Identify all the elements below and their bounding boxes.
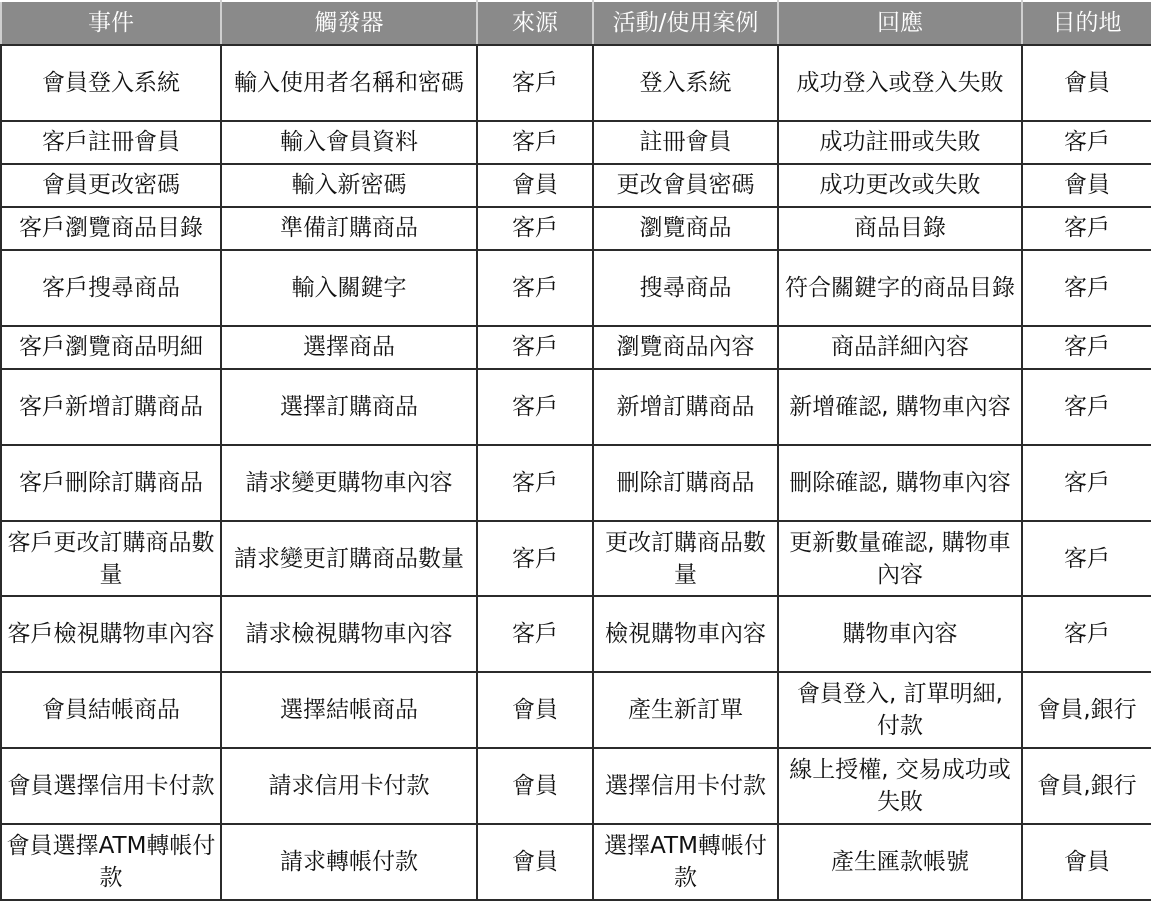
cell-source: 會員 — [477, 164, 593, 207]
table-row — [1, 824, 1151, 900]
cell-activity: 刪除訂購商品 — [593, 445, 778, 521]
cell-source: 客戶 — [477, 45, 593, 121]
header-trigger: 觸發器 — [221, 1, 477, 45]
cell-destination: 會員 — [1022, 45, 1151, 121]
cell-response: 成功註冊或失敗 — [778, 121, 1022, 164]
cell-activity: 搜尋商品 — [593, 250, 778, 326]
cell-event: 客戶註冊會員 — [1, 121, 221, 164]
cell-trigger: 請求變更購物車內容 — [221, 445, 477, 521]
cell-source: 會員 — [477, 824, 593, 900]
cell-destination: 客戶 — [1022, 369, 1151, 445]
cell-destination: 會員,銀行 — [1022, 672, 1151, 748]
cell-destination: 客戶 — [1022, 250, 1151, 326]
header-response: 回應 — [778, 1, 1022, 45]
header-source: 來源 — [477, 1, 593, 45]
cell-response: 成功更改或失敗 — [778, 164, 1022, 207]
cell-response: 新增確認, 購物車內容 — [778, 369, 1022, 445]
cell-source: 客戶 — [477, 250, 593, 326]
table-row — [1, 326, 1151, 369]
cell-activity: 新增訂購商品 — [593, 369, 778, 445]
cell-response: 會員登入, 訂單明細, 付款 — [778, 672, 1022, 748]
cell-source: 客戶 — [477, 369, 593, 445]
table-row — [1, 207, 1151, 250]
cell-trigger: 選擇商品 — [221, 326, 477, 369]
header-event: 事件 — [1, 1, 221, 45]
cell-event: 客戶更改訂購商品數量 — [1, 521, 221, 597]
cell-activity: 瀏覽商品內容 — [593, 326, 778, 369]
cell-event: 客戶刪除訂購商品 — [1, 445, 221, 521]
cell-response: 刪除確認, 購物車內容 — [778, 445, 1022, 521]
table-row — [1, 748, 1151, 824]
table-row — [1, 164, 1151, 207]
cell-event: 客戶瀏覽商品明細 — [1, 326, 221, 369]
cell-activity: 瀏覽商品 — [593, 207, 778, 250]
table-row — [1, 596, 1151, 672]
header-activity: 活動/使用案例 — [593, 1, 778, 45]
cell-trigger: 選擇結帳商品 — [221, 672, 477, 748]
cell-event: 會員選擇ATM轉帳付款 — [1, 824, 221, 900]
table-row — [1, 45, 1151, 121]
cell-trigger: 準備訂購商品 — [221, 207, 477, 250]
cell-response: 商品目錄 — [778, 207, 1022, 250]
cell-event: 會員登入系統 — [1, 45, 221, 121]
table-row — [1, 369, 1151, 445]
cell-trigger: 輸入關鍵字 — [221, 250, 477, 326]
cell-response: 商品詳細內容 — [778, 326, 1022, 369]
cell-response: 成功登入或登入失敗 — [778, 45, 1022, 121]
cell-trigger: 請求變更訂購商品數量 — [221, 521, 477, 597]
cell-trigger: 選擇訂購商品 — [221, 369, 477, 445]
cell-event: 會員更改密碼 — [1, 164, 221, 207]
table-row — [1, 672, 1151, 748]
cell-activity: 更改訂購商品數量 — [593, 521, 778, 597]
cell-trigger: 請求信用卡付款 — [221, 748, 477, 824]
table-row — [1, 445, 1151, 521]
cell-response: 購物車內容 — [778, 596, 1022, 672]
cell-destination: 客戶 — [1022, 326, 1151, 369]
cell-response: 符合關鍵字的商品目錄 — [778, 250, 1022, 326]
cell-response: 線上授權, 交易成功或失敗 — [778, 748, 1022, 824]
cell-destination: 客戶 — [1022, 596, 1151, 672]
table-row — [1, 250, 1151, 326]
cell-source: 客戶 — [477, 596, 593, 672]
cell-event: 會員結帳商品 — [1, 672, 221, 748]
cell-source: 客戶 — [477, 121, 593, 164]
cell-destination: 客戶 — [1022, 207, 1151, 250]
cell-trigger: 請求轉帳付款 — [221, 824, 477, 900]
cell-destination: 客戶 — [1022, 445, 1151, 521]
header-row — [1, 1, 1151, 45]
cell-trigger: 輸入使用者名稱和密碼 — [221, 45, 477, 121]
cell-destination: 會員 — [1022, 164, 1151, 207]
cell-destination: 會員,銀行 — [1022, 748, 1151, 824]
cell-destination: 會員 — [1022, 824, 1151, 900]
cell-activity: 檢視購物車內容 — [593, 596, 778, 672]
header-destination: 目的地 — [1022, 1, 1151, 45]
cell-event: 客戶檢視購物車內容 — [1, 596, 221, 672]
cell-event: 客戶瀏覽商品目錄 — [1, 207, 221, 250]
cell-source: 客戶 — [477, 207, 593, 250]
table-row — [1, 121, 1151, 164]
cell-trigger: 請求檢視購物車內容 — [221, 596, 477, 672]
cell-event: 客戶新增訂購商品 — [1, 369, 221, 445]
cell-source: 客戶 — [477, 445, 593, 521]
cell-response: 產生匯款帳號 — [778, 824, 1022, 900]
cell-activity: 選擇ATM轉帳付款 — [593, 824, 778, 900]
table-row — [1, 521, 1151, 597]
cell-source: 會員 — [477, 748, 593, 824]
cell-activity: 登入系統 — [593, 45, 778, 121]
cell-activity: 更改會員密碼 — [593, 164, 778, 207]
cell-activity: 選擇信用卡付款 — [593, 748, 778, 824]
cell-destination: 客戶 — [1022, 521, 1151, 597]
cell-event: 客戶搜尋商品 — [1, 250, 221, 326]
cell-destination: 客戶 — [1022, 121, 1151, 164]
cell-activity: 產生新訂單 — [593, 672, 778, 748]
cell-source: 客戶 — [477, 521, 593, 597]
cell-source: 會員 — [477, 672, 593, 748]
cell-source: 客戶 — [477, 326, 593, 369]
cell-trigger: 輸入新密碼 — [221, 164, 477, 207]
cell-activity: 註冊會員 — [593, 121, 778, 164]
cell-event: 會員選擇信用卡付款 — [1, 748, 221, 824]
cell-response: 更新數量確認, 購物車內容 — [778, 521, 1022, 597]
cell-trigger: 輸入會員資料 — [221, 121, 477, 164]
